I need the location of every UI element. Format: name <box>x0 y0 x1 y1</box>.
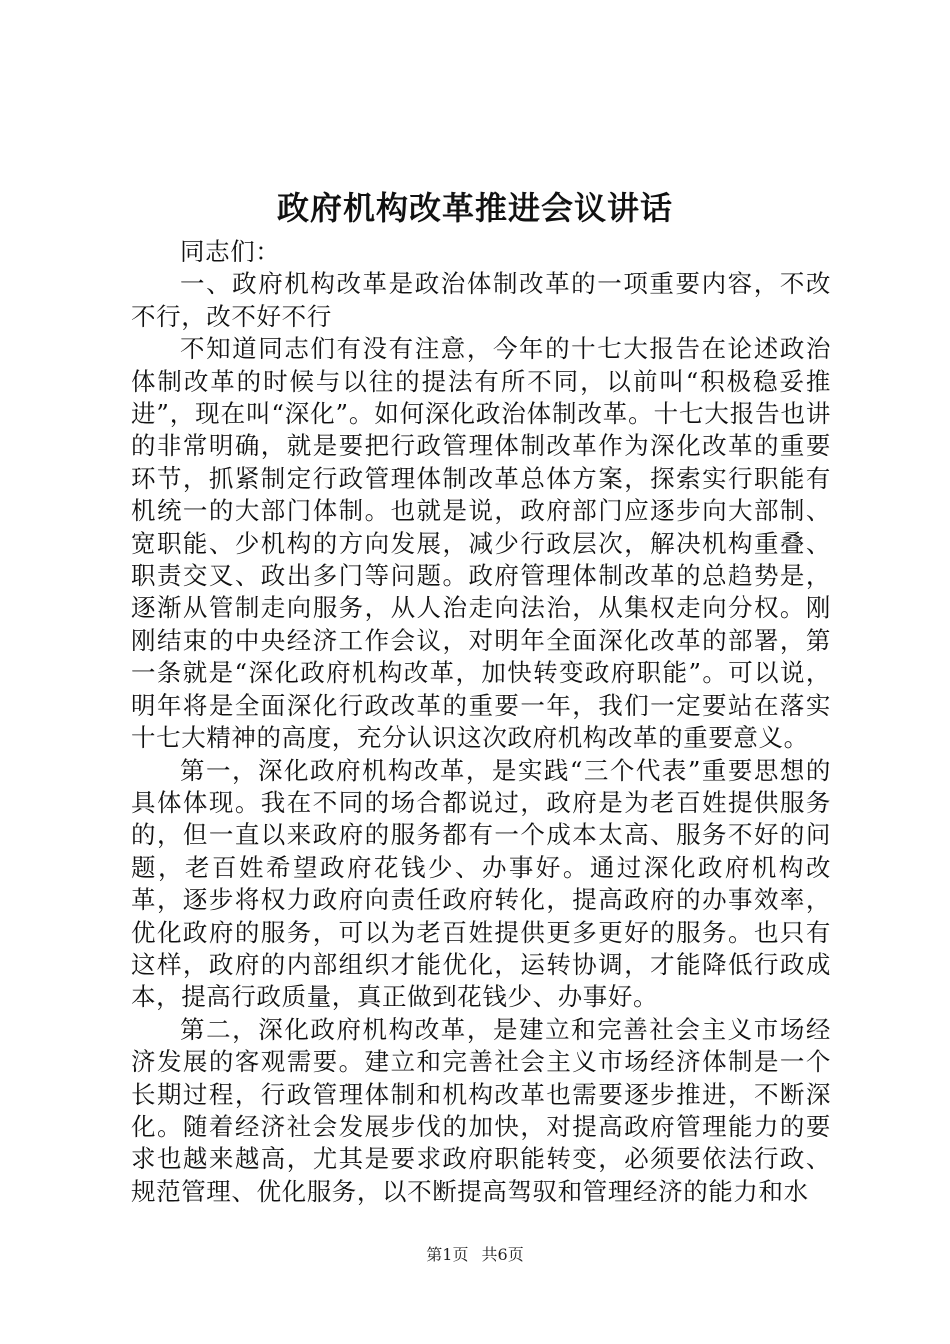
page-total: 共6页 <box>481 1245 524 1264</box>
page-number: 第1页 <box>426 1245 469 1264</box>
salutation: 同志们： <box>180 237 281 266</box>
body-paragraph: 第二，深化政府机构改革，是建立和完善社会主义市场经济发展的客观需要。建立和完善社会主义市场经济体制是一个长期过程，行政管理体制和机构改革也需要逐步推进，不断深化。随着经济社会发展步伐的加快，对提高政府管理能力的要求也越来越高，尤其是要求政府职能转变，必须要依法行政、规范管理、优化服务，以不断提高驾驭和管理经济的能力和水 <box>131 1014 831 1206</box>
document-title: 政府机构改革推进会议讲话 <box>276 189 673 227</box>
document-body <box>131 236 831 1208</box>
body-paragraph: 不知道同志们有没有注意，今年的十七大报告在论述政治体制改革的时候与以往的提法有所不同，以前叫“积极稳妥推进”，现在叫“深化”。如何深化政治体制改革。十七大报告也讲的非常明确，就是要把行政管理体制改革作为深化改革的重要环节，抓紧制定行政管理体制改革总体方案，探索实行职能有机统一的大部门体制。也就是说，政府部门应逐步向大部制、宽职能、少机构的方向发展，减少行政层次，解决机构重叠、职责交叉、政出多门等问题。政府管理体制改革的总趋势是，逐渐从管制走向服务，从人治走向法治，从集权走向分权。刚刚结束的中央经济工作会议，对明年全面深化改革的部署，第一条就是“深化政府机构改革，加快转变政府职能”。可以说，明年将是全面深化行政改革的重要一年，我们一定要站在落实十七大精神的高度，充分认识这次政府机构改革的重要意义。 <box>131 334 831 753</box>
page-footer <box>0 1244 950 1266</box>
section-heading-1: 一、政府机构改革是政治体制改革的一项重要内容，不改不行，改不好不行 <box>131 269 831 331</box>
body-paragraph: 第一，深化政府机构改革，是实践“三个代表”重要思想的具体体现。我在不同的场合都说过，政府是为老百姓提供服务的，但一直以来政府的服务都有一个成本太高、服务不好的问题，老百姓希望政府花钱少、办事好。通过深化政府机构改革，逐步将权力政府向责任政府转化，提高政府的办事效率，优化政府的服务，可以为老百姓提供更多更好的服务。也只有这样，政府的内部组织才能优化，运转协调，才能降低行政成本，提高行政质量，真正做到花钱少、办事好。 <box>131 755 831 1012</box>
